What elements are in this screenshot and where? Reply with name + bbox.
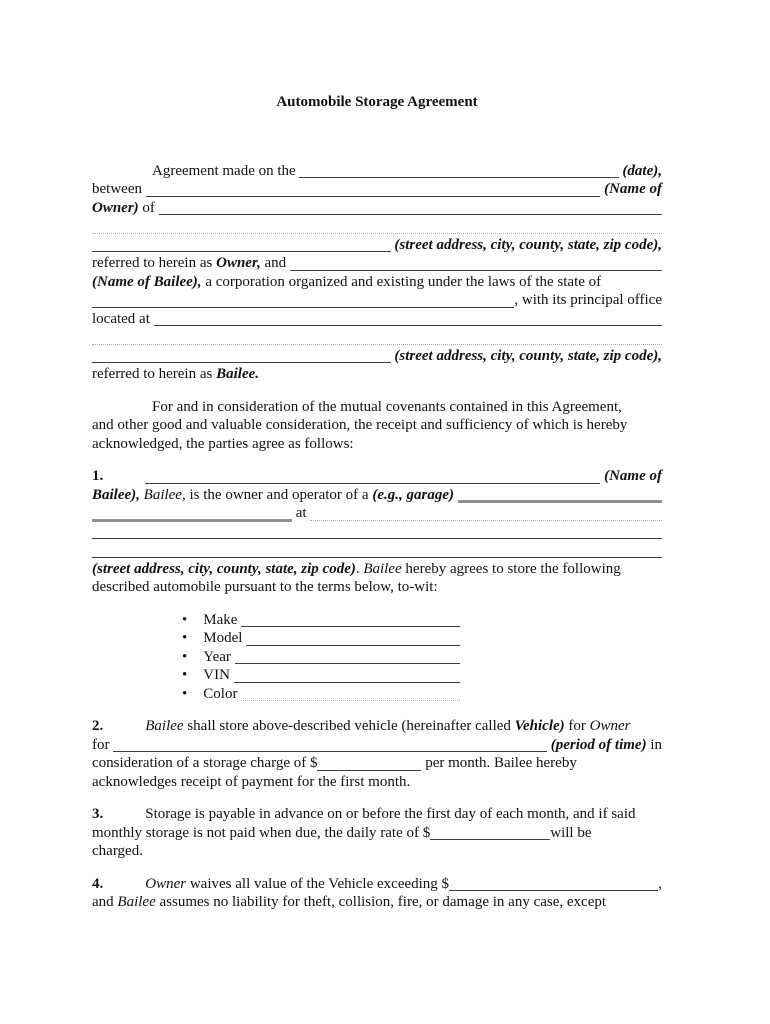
document-line xyxy=(92,578,662,597)
text-run: hereby agrees to store the following xyxy=(401,560,621,577)
fill-in-blank[interactable] xyxy=(241,626,460,627)
spacer xyxy=(187,702,203,703)
fill-in-blank[interactable] xyxy=(92,344,662,345)
text-run: (date), xyxy=(618,162,662,179)
text-run: (Name of xyxy=(600,181,662,197)
document-line xyxy=(92,875,662,894)
text-run: For and in consideration of the mutual covenants contained in this Agreement, xyxy=(152,398,622,415)
fill-in-blank[interactable] xyxy=(146,196,601,197)
text-run: Bailee xyxy=(363,560,402,577)
text-run: for xyxy=(92,736,114,753)
spacer xyxy=(92,628,182,629)
paragraph-clause-3 xyxy=(92,805,662,861)
spacer xyxy=(92,702,182,703)
text-run: 3. xyxy=(92,806,104,822)
text-run: at xyxy=(292,505,311,521)
text-run: shall store above-described vehicle (hereinafter called xyxy=(183,718,515,734)
document-line xyxy=(92,416,662,435)
text-run: for xyxy=(564,718,590,734)
document-line xyxy=(92,199,662,218)
text-run: Storage is payable in advance on or before the first day of each month, and if said xyxy=(145,806,636,822)
fill-in-blank[interactable] xyxy=(449,890,658,891)
fill-in-blank[interactable] xyxy=(235,663,460,664)
text-run: 1. xyxy=(92,468,104,484)
document-line xyxy=(92,893,662,912)
text-run: acknowledges receipt of payment for the first month. xyxy=(92,773,411,790)
text-run: Make xyxy=(203,611,242,628)
bullet-icon: • xyxy=(182,630,188,646)
document-line xyxy=(92,629,460,648)
text-run: 4. xyxy=(92,875,104,892)
text-run: . xyxy=(355,560,364,577)
fill-in-blank[interactable] xyxy=(430,839,550,840)
text-run: is the owner and operator of a xyxy=(185,486,373,503)
text-run: between xyxy=(92,181,146,197)
fill-in-blank[interactable] xyxy=(234,682,460,683)
fill-in-blank[interactable] xyxy=(310,520,662,521)
text-run: Bailee. xyxy=(216,366,260,382)
text-run: Owner xyxy=(145,875,187,892)
document-line xyxy=(92,523,662,542)
document-line xyxy=(92,773,662,792)
bullet-icon: • xyxy=(182,648,188,665)
document-line xyxy=(92,754,662,773)
text-run: Vehicle) xyxy=(514,718,565,734)
text-run: located at xyxy=(92,310,154,327)
text-run: Agreement made on the xyxy=(152,162,300,179)
fill-in-blank[interactable] xyxy=(241,700,460,701)
text-run: , with its principal office xyxy=(514,292,662,308)
document-line xyxy=(92,824,662,843)
text-run: and other good and valuable consideration, the receipt and sufficiency of which is hereby xyxy=(92,417,628,433)
text-run: will be xyxy=(550,824,592,841)
text-run: VIN xyxy=(203,667,234,683)
text-run: acknowledged, the parties agree as follows: xyxy=(92,435,354,452)
text-run: waives all value of the Vehicle exceeding $ xyxy=(186,875,450,892)
document-title: Automobile Storage Agreement xyxy=(276,94,478,110)
text-run: , xyxy=(658,875,662,892)
fill-in-blank[interactable] xyxy=(299,177,618,178)
document-line xyxy=(92,842,662,861)
fill-in-blank[interactable] xyxy=(92,307,514,308)
document-line xyxy=(92,347,662,366)
text-run: monthly storage is not paid when due, the daily rate of $ xyxy=(92,824,431,841)
text-run: (Name of xyxy=(600,468,662,484)
document-line xyxy=(92,236,662,255)
text-run: Year xyxy=(203,648,235,665)
text-run: Bailee xyxy=(145,718,184,734)
fill-in-blank[interactable] xyxy=(154,325,662,326)
text-run: and xyxy=(92,894,118,910)
paragraph-preamble xyxy=(92,162,662,384)
text-run: referred to herein as xyxy=(92,366,217,382)
text-run: Owner, xyxy=(216,255,261,271)
document-line xyxy=(92,685,460,704)
spacer xyxy=(187,647,203,648)
text-run: (Name of Bailee), xyxy=(92,273,202,290)
fill-in-blank[interactable] xyxy=(458,500,662,503)
document-line xyxy=(92,648,460,667)
spacer xyxy=(187,628,203,629)
document-line xyxy=(92,180,662,199)
bullet-icon: • xyxy=(182,667,188,683)
text-run: in xyxy=(646,736,662,753)
text-run: of xyxy=(138,199,159,216)
bullet-icon: • xyxy=(182,611,188,628)
text-run: (street address, city, county, state, zip code), xyxy=(390,236,662,253)
fill-in-blank[interactable] xyxy=(317,770,421,771)
fill-in-blank[interactable] xyxy=(92,233,662,234)
text-run: (e.g., garage) xyxy=(372,486,454,503)
document-line xyxy=(92,717,662,736)
text-run: (period of time) xyxy=(547,736,647,753)
document-line xyxy=(92,291,662,310)
text-run: Color xyxy=(203,685,242,702)
fill-in-blank[interactable] xyxy=(113,751,547,752)
text-run: consideration of a storage charge of $ xyxy=(92,755,318,771)
text-run: Model xyxy=(203,630,247,646)
fill-in-blank[interactable] xyxy=(92,251,391,252)
fill-in-blank[interactable] xyxy=(290,270,662,271)
text-run: Bailee xyxy=(117,894,156,910)
document-line xyxy=(92,611,460,630)
document-line xyxy=(92,273,662,292)
text-run: referred to herein as xyxy=(92,255,217,271)
paragraph-clause-4 xyxy=(92,875,662,912)
text-run: charged. xyxy=(92,843,143,859)
fill-in-blank[interactable] xyxy=(246,645,460,646)
fill-in-blank[interactable] xyxy=(92,519,292,522)
document-body xyxy=(92,162,662,912)
text-run: Bailee, xyxy=(143,486,186,503)
text-run: Owner xyxy=(589,718,631,734)
text-run: and xyxy=(260,255,290,271)
document-line xyxy=(92,365,662,384)
text-run: Owner) xyxy=(92,199,139,216)
spacer xyxy=(92,684,182,685)
fill-in-blank[interactable] xyxy=(92,538,662,539)
text-run: per month. Bailee hereby xyxy=(421,755,577,771)
document-line xyxy=(92,805,662,824)
fill-in-blank[interactable] xyxy=(92,557,662,558)
text-run: (street address, city, county, state, zip code), xyxy=(390,347,662,364)
document-line xyxy=(92,486,662,505)
document-line xyxy=(92,560,662,579)
document-line xyxy=(92,162,662,181)
document-line xyxy=(92,666,460,685)
document-line xyxy=(92,736,662,755)
document-line xyxy=(92,541,662,560)
text-run: a corporation organized and existing under the laws of the state of xyxy=(201,273,602,290)
paragraph-clause-2 xyxy=(92,717,662,791)
paragraph-vehicle-details xyxy=(92,611,662,704)
document-line xyxy=(92,435,662,454)
spacer xyxy=(187,665,203,666)
text-run: 2. xyxy=(92,718,104,734)
document-line xyxy=(92,254,662,273)
fill-in-blank[interactable] xyxy=(159,214,662,215)
document-line xyxy=(92,504,662,523)
paragraph-clause-1 xyxy=(92,467,662,597)
document-line xyxy=(92,467,662,486)
bullet-icon: • xyxy=(182,685,188,702)
spacer xyxy=(92,665,182,666)
text-run: assumes no liability for theft, collision, fire, or damage in any case, except xyxy=(155,894,607,910)
fill-in-blank[interactable] xyxy=(92,362,391,363)
document-line xyxy=(92,398,662,417)
paragraph-recitals xyxy=(92,398,662,454)
spacer xyxy=(92,647,182,648)
text-run: described automobile pursuant to the terms below, to-wit: xyxy=(92,579,438,595)
spacer xyxy=(187,684,203,685)
document-line xyxy=(92,217,662,236)
text-run: Bailee), xyxy=(92,486,140,503)
document-line xyxy=(92,328,662,347)
fill-in-blank[interactable] xyxy=(145,483,600,484)
text-run: (street address, city, county, state, zip code) xyxy=(92,560,356,577)
document-line xyxy=(92,310,662,329)
